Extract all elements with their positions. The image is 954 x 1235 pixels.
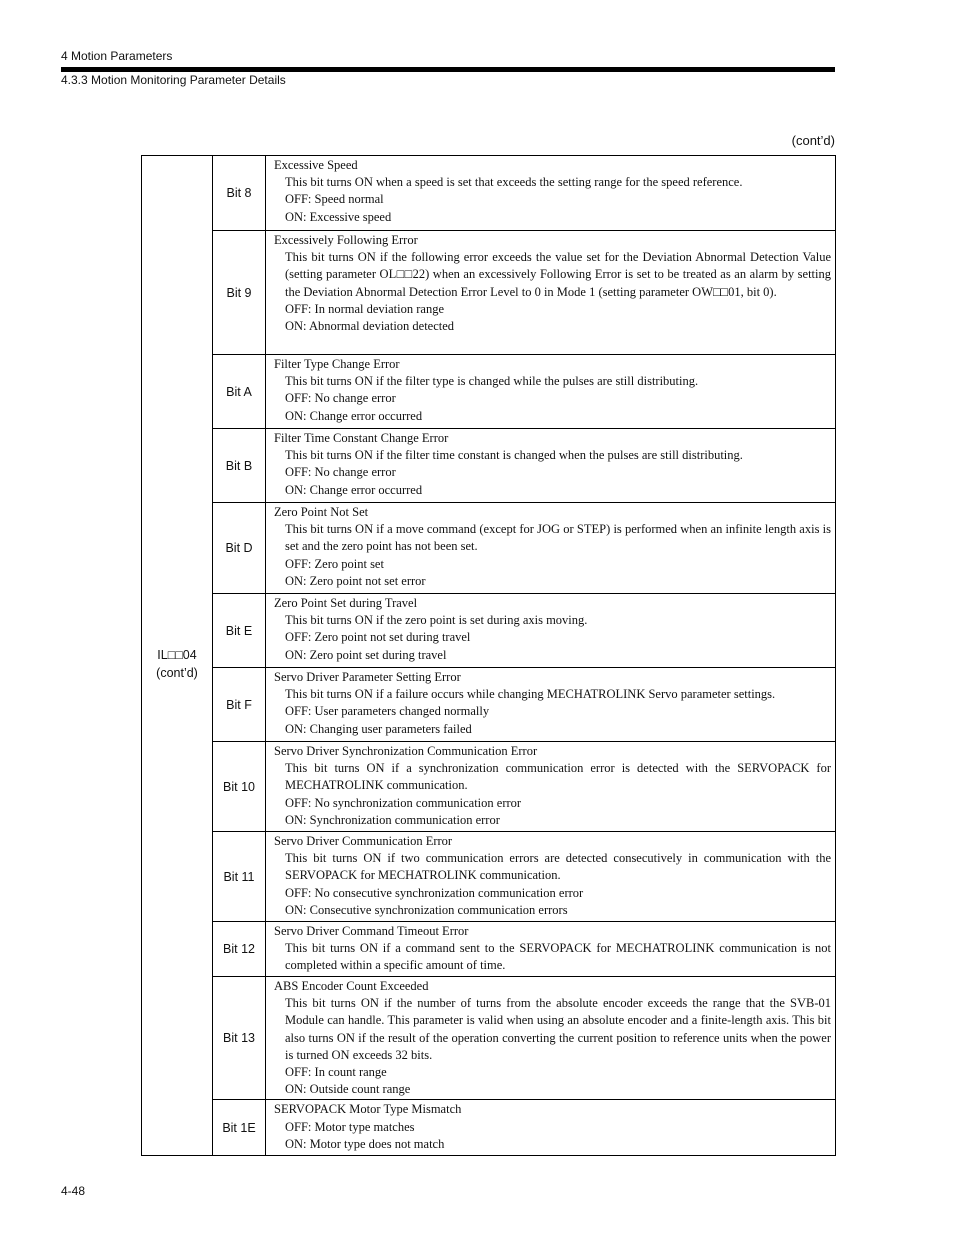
bit-label: Bit 12	[213, 922, 266, 977]
bit-label: Bit D	[213, 503, 266, 594]
bit-title: Excessive Speed	[274, 158, 358, 172]
table-row	[142, 922, 836, 977]
bit-description-line: OFF: No consecutive synchronization communication error	[285, 885, 584, 900]
bit-description-line: This bit turns ON if a move command (except for JOG or STEP) is performed when an infinite length axis is set and the zero point has not been set.	[285, 522, 831, 554]
table-row	[142, 231, 836, 355]
param-name: IL□□04	[157, 647, 197, 662]
bit-label: Bit 13	[213, 977, 266, 1100]
bit-description-line: ON: Consecutive synchronization communication errors	[285, 902, 568, 917]
bit-description-line: OFF: Zero point set	[285, 556, 384, 571]
bit-title: Servo Driver Parameter Setting Error	[274, 670, 461, 684]
bit-description	[266, 429, 836, 503]
bit-description-line: This bit turns ON if a synchronization communication error is detected with the SERVOPACK for MECHATROLINK communication.	[285, 761, 831, 793]
bit-description-line: OFF: No change error	[285, 391, 396, 406]
table-row	[142, 156, 836, 231]
bit-label: Bit 11	[213, 832, 266, 922]
bit-description-line: This bit turns ON when a speed is set that exceeds the setting range for the speed reference.	[285, 175, 743, 190]
param-name-cell	[142, 156, 213, 1156]
bit-title: Zero Point Set during Travel	[274, 596, 418, 610]
bit-description	[266, 832, 836, 922]
table-row	[142, 668, 836, 742]
bit-description	[266, 977, 836, 1100]
bit-title: Zero Point Not Set	[274, 505, 369, 519]
bit-description-line: OFF: In normal deviation range	[285, 301, 444, 316]
table-row	[142, 742, 836, 832]
bit-description	[266, 594, 836, 668]
bit-description-line: ON: Zero point not set error	[285, 573, 426, 588]
bit-label: Bit E	[213, 594, 266, 668]
page-number: 4-48	[61, 1184, 86, 1198]
bit-title: SERVOPACK Motor Type Mismatch	[274, 1102, 462, 1117]
bit-description-line: This bit turns ON if a failure occurs while changing MECHATROLINK Servo parameter settings.	[285, 687, 776, 702]
bit-title: Filter Type Change Error	[274, 357, 400, 371]
table-row	[142, 429, 836, 503]
chapter-header: 4 Motion Parameters	[61, 49, 173, 63]
bit-description-line: ON: Outside count range	[285, 1082, 411, 1097]
table-row	[142, 503, 836, 594]
bit-description-line: OFF: Motor type matches	[285, 1119, 415, 1134]
bit-description-line: This bit turns ON if the filter time constant is changed when the pulses are still distributing.	[285, 448, 743, 463]
section-header: 4.3.3 Motion Monitoring Parameter Details	[61, 73, 286, 87]
bit-label: Bit F	[213, 668, 266, 742]
bit-title: Servo Driver Command Timeout Error	[274, 924, 469, 938]
bit-label: Bit B	[213, 429, 266, 503]
bit-title: Servo Driver Communication Error	[274, 834, 453, 848]
bit-label: Bit 10	[213, 742, 266, 832]
bit-description-line: ON: Changing user parameters failed	[285, 721, 472, 736]
bit-title: Servo Driver Synchronization Communication Error	[274, 744, 538, 758]
bit-description-line: OFF: No change error	[285, 465, 396, 480]
bit-description-line: OFF: Speed normal	[285, 192, 384, 207]
bit-description	[266, 231, 836, 355]
bit-description-line: ON: Synchronization communication error	[285, 812, 500, 827]
bit-description	[266, 503, 836, 594]
bit-description-line: ON: Zero point set during travel	[285, 647, 447, 662]
bit-label: Bit 8	[213, 156, 266, 231]
bit-description-line: OFF: Zero point not set during travel	[285, 630, 471, 645]
bit-label: Bit A	[213, 355, 266, 429]
bit-description-line: OFF: No synchronization communication error	[285, 795, 522, 810]
table-row	[142, 832, 836, 922]
bit-description-line: ON: Excessive speed	[285, 209, 392, 224]
table-row	[142, 355, 836, 429]
bit-description-line: This bit turns ON if the following error exceeds the value set for the Deviation Abnormal Detection Value (setting parameter OL□□22) when an excessively Following Error is set to be treated as an alarm by setting the Deviation Abnormal Detection Error Level to 0 in Mode 1 (setting parameter OW□□01, bit 0).	[285, 250, 831, 299]
bit-title: Filter Time Constant Change Error	[274, 431, 449, 445]
bit-label: Bit 9	[213, 231, 266, 355]
bit-description-line: This bit turns ON if the filter type is changed while the pulses are still distributing.	[285, 374, 699, 389]
bit-description	[266, 156, 836, 231]
bit-description-line: This bit turns ON if two communication errors are detected consecutively in communication with the SERVOPACK for MECHATROLINK communication.	[285, 851, 831, 883]
table-row	[142, 977, 836, 1100]
bit-description-line: ON: Abnormal deviation detected	[285, 319, 455, 334]
table-row	[142, 1100, 836, 1156]
bit-description-line: This bit turns ON if the number of turns from the absolute encoder exceeds the range that the SVB-01 Module can handle. This parameter is valid when using an absolute encoder and a finite-length axis. This bit also turns ON if the result of the operation converting the current position to reference units when the power is turned ON exceeds 32 bits.	[285, 996, 831, 1062]
bit-description	[266, 355, 836, 429]
bit-description-line: ON: Change error occurred	[285, 408, 423, 423]
continued-label: (cont’d)	[791, 133, 835, 148]
bit-description-line: This bit turns ON if a command sent to the SERVOPACK for MECHATROLINK communication is not completed within a specific amount of time.	[285, 941, 831, 973]
bit-description-line: OFF: User parameters changed normally	[285, 704, 490, 719]
parameter-table	[141, 155, 836, 1156]
bit-description-line: This bit turns ON if the zero point is set during axis moving.	[285, 613, 588, 628]
bit-description	[266, 742, 836, 832]
bit-description	[266, 922, 836, 977]
bit-description-line: ON: Motor type does not match	[285, 1136, 445, 1151]
header-rule	[61, 67, 835, 72]
bit-description-line: OFF: In count range	[285, 1065, 387, 1080]
bit-title: Excessively Following Error	[274, 233, 418, 247]
bit-label: Bit 1E	[213, 1100, 266, 1156]
bit-description	[266, 668, 836, 742]
bit-description-line: ON: Change error occurred	[285, 482, 423, 497]
bit-description	[266, 1100, 836, 1156]
param-contd: (cont’d)	[156, 665, 198, 680]
table-row	[142, 594, 836, 668]
bit-title: ABS Encoder Count Exceeded	[274, 979, 429, 993]
